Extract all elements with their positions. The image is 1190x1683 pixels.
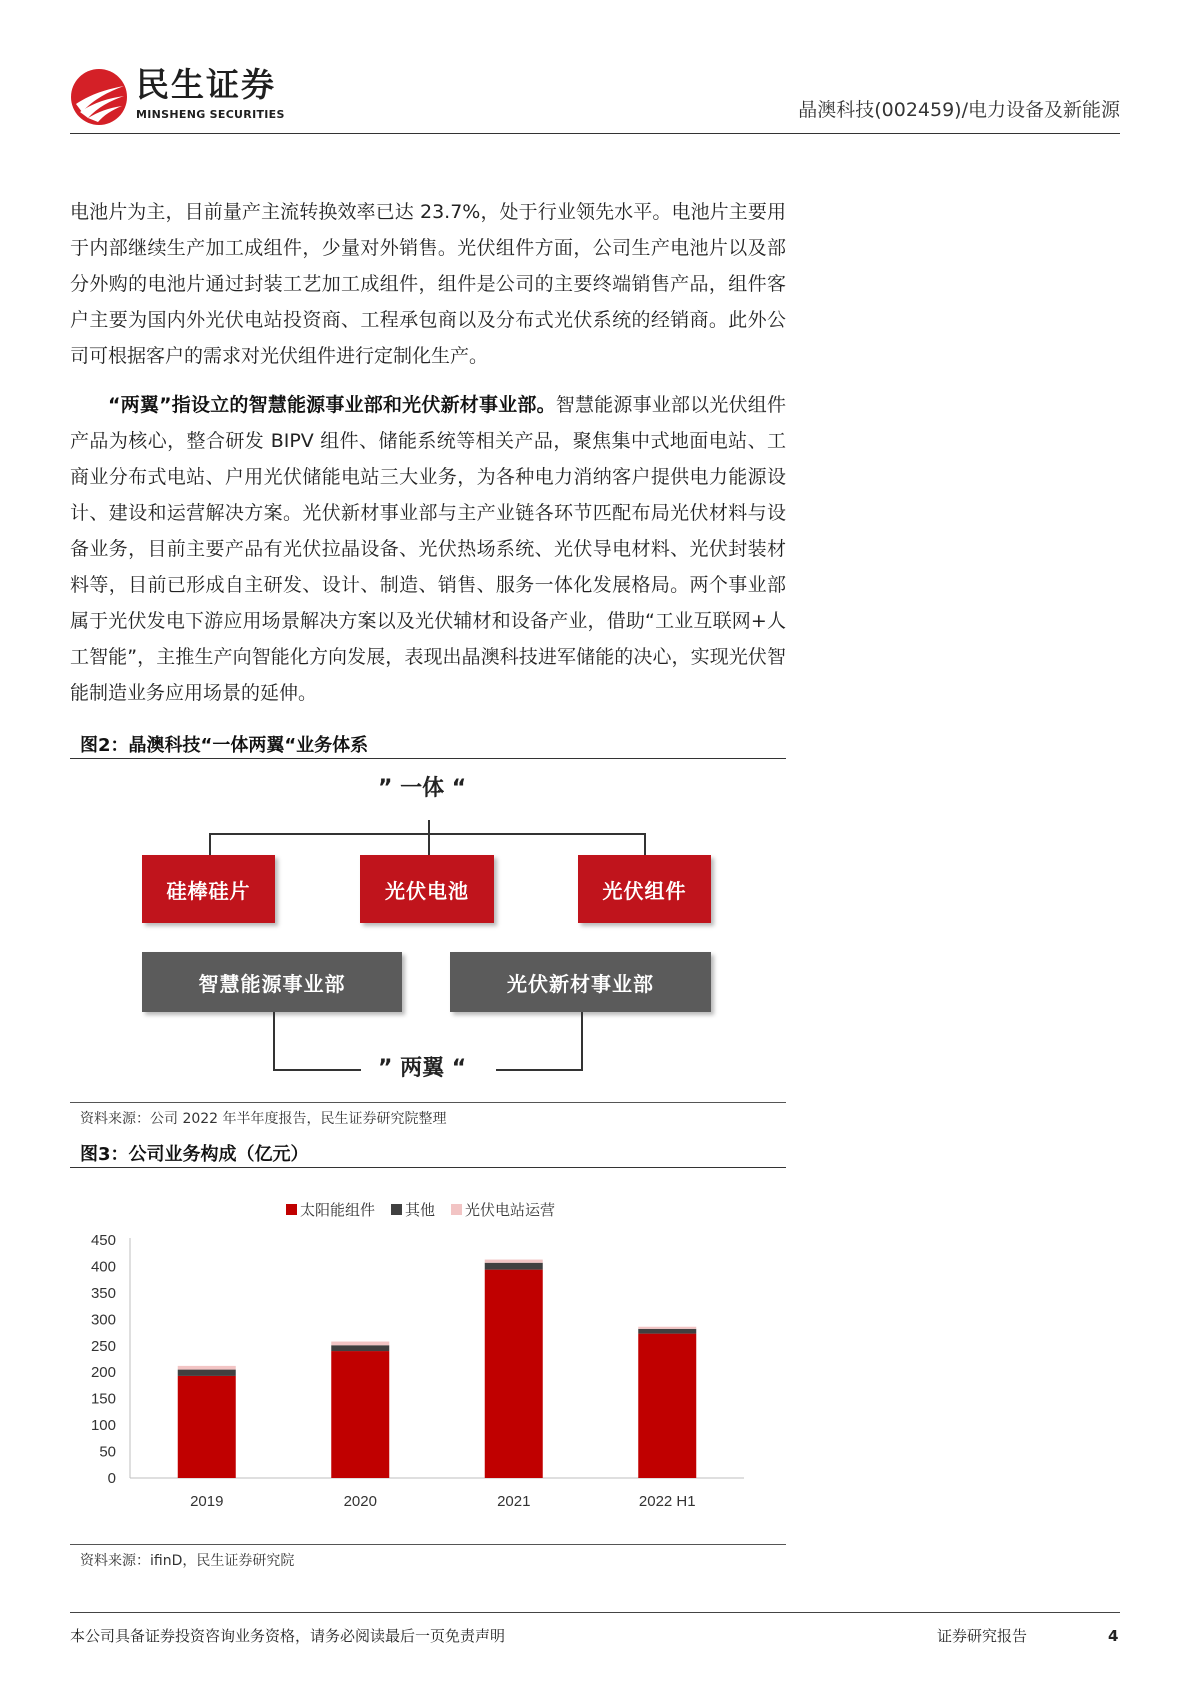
connector-line [581,1012,583,1070]
box-smart-energy-division: 智慧能源事业部 [142,952,402,1012]
y-tick-label: 100 [90,1417,116,1435]
chart-legend [286,1199,571,1220]
footer-divider [70,1612,1120,1613]
x-tick-label: 2021 [497,1493,531,1510]
connector-line [209,833,645,835]
y-tick-label: 300 [90,1311,116,1329]
legend-label: 其他 [405,1201,436,1219]
connector-line [644,833,646,855]
paragraph-2-text: 智慧能源事业部以光伏组件产品为核心，整合研发 BIPV 组件、储能系统等相关产品，聚焦集中式地面电站、工商业分布式电站、户用光伏储能电站三大业务，为各种电力消纳客户提供电力能源设计、建设和运营解决方案。光伏新材事业部与主产业链各环节匹配布局光伏材料与设备业务，目前主要产品有光伏拉晶设备、光伏热场系统、光伏导电材料、光伏封装材料等，目前已形成自主研发、设计、制造、销售、服务一体化发展格局。两个事业部属于光伏发电下游应用场景解决方案以及光伏辅材和设备产业，借助“工业互联网+人工智能”，主推生产向智能化方向发展，表现出晶澳科技进军储能的决心，实现光伏智能制造业务应用场景的延伸。 [70,394,786,704]
y-tick-label: 450 [90,1232,116,1249]
connector-line [428,833,430,855]
connector-line [428,820,430,834]
footer-report-type: 证券研究报告 [937,1627,1028,1645]
figure-2-bottom-rule [70,1102,786,1103]
y-tick-label: 400 [90,1258,116,1276]
business-composition-chart [70,1228,786,1528]
legend-label: 光伏电站运营 [465,1201,556,1219]
paragraph-2-lead: “两翼”指设立的智慧能源事业部和光伏新材事业部。 [108,394,556,416]
x-tick-label: 2022 H1 [638,1493,696,1510]
y-tick-label: 150 [90,1390,116,1408]
legend-swatch [286,1204,297,1215]
bar-segment [178,1366,236,1370]
box-pv-materials-division: 光伏新材事业部 [450,952,711,1012]
bar-segment [485,1270,543,1478]
box-silicon-wafer: 硅棒硅片 [142,855,275,923]
bar-segment [178,1376,236,1478]
yiti-label: ” 一体 “ [378,776,467,801]
footer-disclaimer: 本公司具备证券投资咨询业务资格，请务必阅读最后一页免责声明 [70,1627,506,1645]
header-divider [70,133,1120,134]
bar-segment [638,1334,696,1478]
figure-3-top-rule [70,1167,786,1168]
bar-segment [178,1370,236,1376]
box-pv-cell: 光伏电池 [360,855,494,923]
body-paragraph-1: 电池片为主，目前量产主流转换效率已达 23.7%，处于行业领先水平。电池片主要用于内部继续生产加工成组件，少量对外销售。光伏组件方面，公司生产电池片以及部分外购的电池片通过封装工艺加工成组件，组件是公司的主要终端销售产品，组件客户主要为国内外光伏电站投资商、工程承包商以及分布式光伏系统的经销商。此外公司可根据客户的需求对光伏组件进行定制化生产。 [70,201,786,367]
connector-line [496,1069,583,1071]
y-tick-label: 250 [90,1337,116,1355]
connector-line [209,833,211,855]
bar-segment [331,1342,389,1346]
legend-label: 太阳能组件 [300,1201,376,1219]
page-number: 4 [1108,1627,1119,1645]
legend-swatch [451,1204,462,1215]
report-subject: 晶澳科技(002459)/电力设备及新能源 [798,99,1120,121]
figure-3-title: 图3：公司业务构成（亿元） [80,1144,309,1165]
figure-3-bottom-rule [70,1544,786,1545]
x-tick-label: 2019 [190,1493,224,1510]
legend-item [286,1199,375,1220]
bar-segment [485,1260,543,1263]
y-tick-label: 50 [99,1443,116,1461]
bar-segment [638,1329,696,1334]
figure-2-title: 图2：晶澳科技“一体两翼“业务体系 [80,735,369,756]
bar-segment [331,1351,389,1478]
bar-segment [331,1345,389,1351]
box-pv-module: 光伏组件 [578,855,711,923]
legend-swatch [391,1204,402,1215]
x-tick-label: 2020 [343,1493,377,1510]
y-tick-label: 350 [90,1284,116,1302]
bar-segment [638,1327,696,1329]
connector-line [273,1012,275,1070]
y-tick-label: 0 [107,1470,116,1487]
y-tick-label: 200 [90,1364,116,1382]
bar-segment [485,1263,543,1270]
legend-item [391,1199,435,1220]
connector-line [273,1069,361,1071]
legend-item [451,1199,555,1220]
liangyi-label: ” 两翼 “ [378,1056,467,1081]
logo-text-en: MINSHENG SECURITIES [136,108,285,121]
figure-2-top-rule [70,758,786,759]
body-paragraph-2 [70,387,786,711]
figure-2-source: 资料来源：公司 2022 年半年度报告，民生证券研究院整理 [80,1111,447,1127]
minsheng-logo-icon [68,66,130,128]
figure-3-source: 资料来源：ifinD，民生证券研究院 [80,1553,295,1569]
logo-text-cn: 民生证券 [136,65,276,104]
